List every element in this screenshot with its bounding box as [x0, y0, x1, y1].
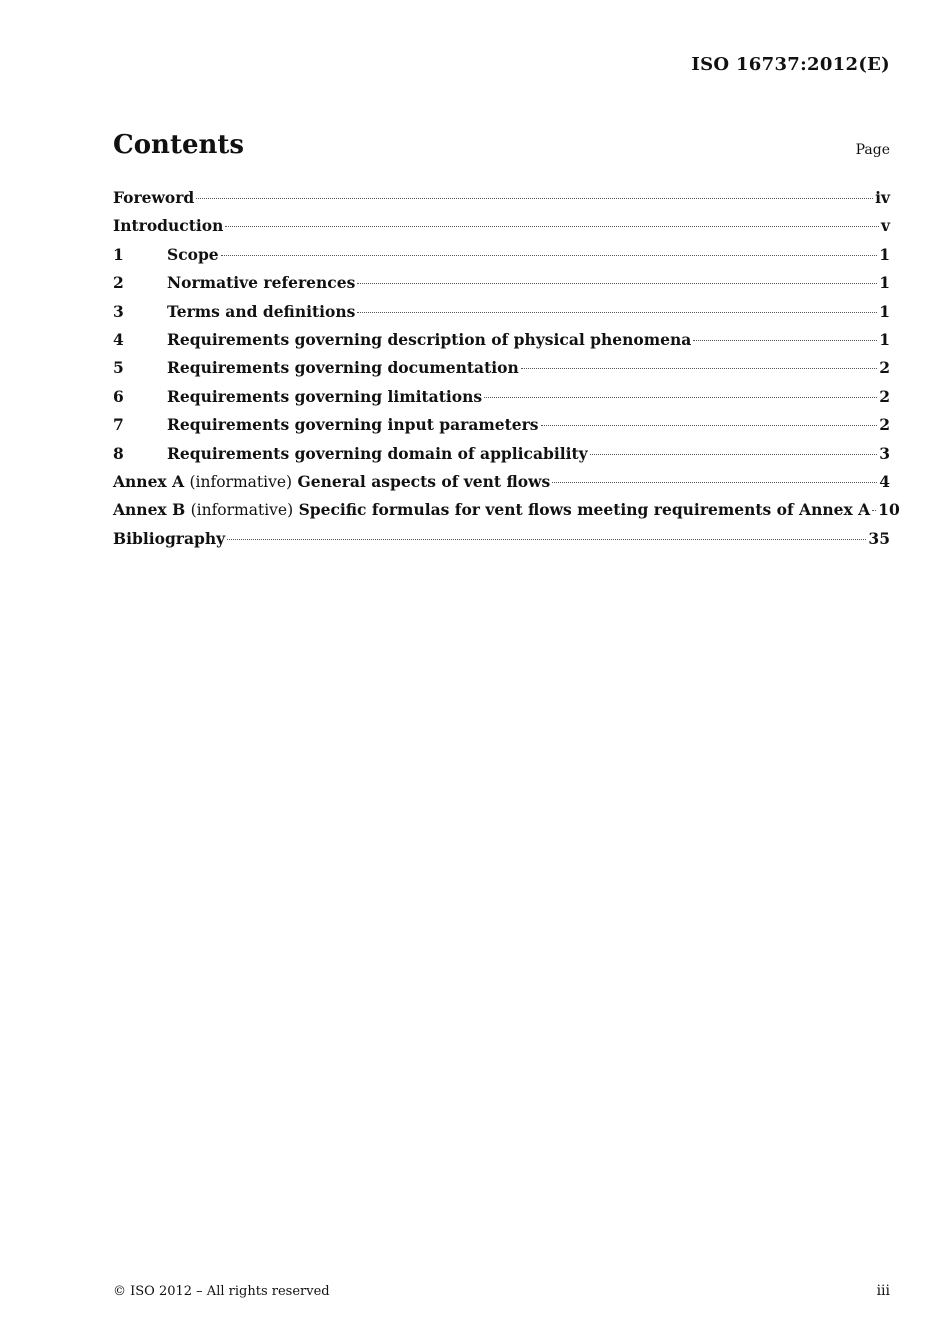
toc-entry[interactable]	[113, 184, 890, 212]
toc-entry-page: 10	[878, 500, 900, 520]
toc-entry[interactable]	[113, 525, 890, 553]
toc-entry-title-group	[167, 269, 355, 297]
dot-leader	[693, 339, 877, 341]
dot-leader	[227, 538, 866, 540]
toc-entry-page: v	[880, 216, 890, 236]
toc-entry-number: 7	[113, 415, 124, 435]
toc-entry-number: 5	[113, 358, 124, 378]
toc-entry-title: General aspects of vent flows	[297, 471, 551, 491]
toc-entry-title: Requirements governing domain of applicability	[167, 443, 588, 463]
toc-entry[interactable]	[113, 298, 890, 326]
contents-title: Contents	[113, 130, 245, 160]
toc-entry-page: 4	[879, 471, 890, 491]
toc-entry-title: Normative references	[167, 273, 356, 293]
dot-leader	[484, 396, 877, 398]
document-identifier: ISO 16737:2012(E)	[691, 54, 890, 75]
toc-entry-title: Requirements governing input parameters	[167, 415, 539, 435]
toc-entry[interactable]	[113, 496, 900, 524]
toc-annex-label: Annex B	[113, 500, 186, 520]
toc-entry-title: Bibliography	[113, 528, 226, 548]
toc-entry-title-group	[167, 383, 482, 411]
toc-entry-page: 2	[879, 415, 890, 435]
toc-entry-title: Requirements governing limitations	[167, 386, 483, 406]
dot-leader	[357, 311, 877, 313]
toc-entry-title-group	[167, 411, 539, 439]
toc-entry-number: 1	[113, 244, 124, 264]
toc-entry-page: iv	[875, 188, 890, 207]
toc-entry[interactable]	[113, 468, 890, 496]
toc-entry[interactable]	[113, 354, 890, 382]
dot-leader	[225, 225, 879, 227]
toc-entry-number: 4	[113, 329, 124, 349]
toc-entry[interactable]	[113, 212, 890, 240]
page-column-label: Page	[855, 142, 890, 158]
toc-entry-title-group	[167, 354, 519, 382]
toc-entry-title-group	[113, 525, 225, 553]
toc-entry-title-group	[167, 298, 355, 326]
toc-entry[interactable]	[113, 269, 890, 297]
toc-annex-label: Annex A	[113, 471, 185, 491]
dot-leader	[552, 481, 877, 483]
toc-entry[interactable]	[113, 383, 890, 411]
toc-entry-title: Terms and definitions	[167, 301, 356, 321]
toc-entry-title-group	[113, 468, 550, 496]
toc-annex-qualifier: (informative)	[189, 472, 293, 491]
dot-leader	[221, 254, 878, 256]
toc-entry-title: Requirements governing description of physical phenomena	[167, 329, 692, 349]
toc-entry[interactable]	[113, 411, 890, 439]
toc-entry-number: 2	[113, 273, 124, 293]
contents-header	[113, 130, 890, 166]
toc-entry-page: 3	[879, 443, 890, 463]
table-of-contents	[113, 184, 900, 553]
dot-leader	[357, 282, 877, 284]
dot-leader	[872, 509, 876, 511]
toc-annex-qualifier: (informative)	[190, 501, 294, 520]
toc-entry-page: 2	[879, 386, 890, 406]
copyright-notice: © ISO 2012 – All rights reserved	[113, 1284, 330, 1299]
toc-entry-number: 6	[113, 386, 124, 406]
page-number: iii	[876, 1283, 890, 1299]
toc-entry-title-group	[167, 440, 588, 468]
toc-entry-title-group	[113, 184, 194, 212]
toc-entry-page: 2	[879, 358, 890, 378]
dot-leader	[196, 197, 873, 199]
toc-entry[interactable]	[113, 440, 890, 468]
toc-entry-number: 8	[113, 443, 124, 463]
toc-entry-title: Foreword	[113, 188, 195, 207]
toc-entry[interactable]	[113, 241, 890, 269]
dot-leader	[521, 367, 877, 369]
dot-leader	[541, 424, 878, 426]
toc-entry-title: Requirements governing documentation	[167, 358, 519, 378]
toc-entry-title: Introduction	[113, 216, 224, 236]
toc-entry-title: Scope	[167, 244, 219, 264]
toc-entry[interactable]	[113, 326, 890, 354]
toc-entry-page: 35	[868, 528, 890, 548]
toc-entry-title: Specific formulas for vent flows meeting requirements of Annex A	[298, 500, 871, 520]
toc-entry-page: 1	[879, 301, 890, 321]
toc-entry-page: 1	[879, 329, 890, 349]
toc-entry-title-group	[167, 241, 219, 269]
toc-entry-title-group	[113, 496, 870, 524]
toc-entry-title-group	[167, 326, 691, 354]
toc-entry-number: 3	[113, 301, 124, 321]
toc-entry-title-group	[113, 212, 223, 240]
dot-leader	[590, 453, 878, 455]
toc-entry-page: 1	[879, 244, 890, 264]
toc-entry-page: 1	[879, 273, 890, 293]
